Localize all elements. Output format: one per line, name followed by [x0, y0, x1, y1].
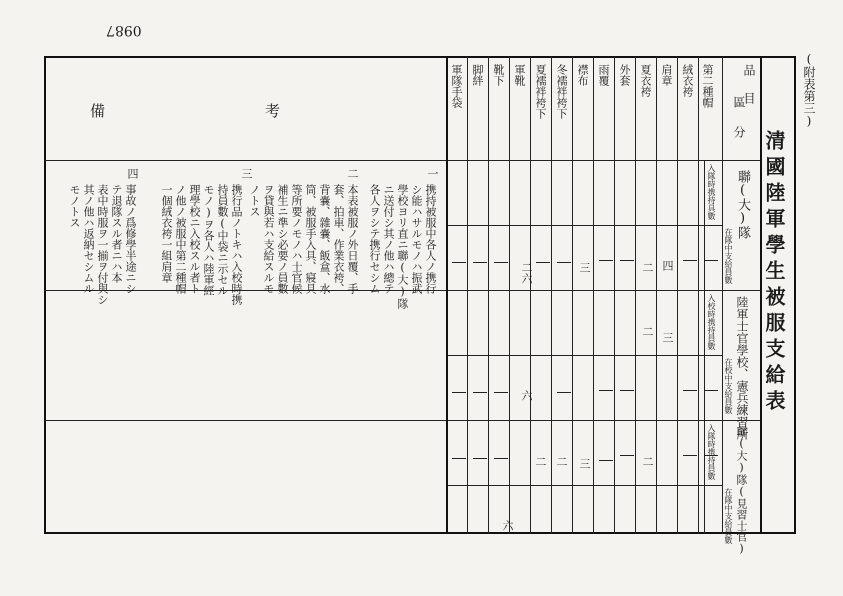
note-number: 四: [126, 168, 139, 179]
item-hat: 第二種帽: [701, 64, 714, 108]
sub-c: 入校時携持員數: [707, 294, 716, 350]
note-line: 理學校ニ入校スル者ト: [188, 184, 201, 294]
note-number: 二: [346, 168, 359, 179]
item-summer-undergarment: 夏襦袢袴下: [534, 64, 547, 119]
item-epaulette: 肩章: [660, 64, 673, 86]
item-boots: 軍靴: [513, 64, 526, 86]
note-number: 一: [426, 168, 439, 179]
attachment-label: (附表第三): [802, 52, 816, 128]
header-eye-label: 目: [742, 92, 756, 104]
note-line: モノトス: [68, 184, 81, 228]
note-line: 携行品ノトキハ入校時携: [230, 184, 243, 305]
cell-value: 三: [578, 262, 591, 273]
unit2-label: 陸軍士官學校、憲兵練習所: [735, 296, 749, 440]
note-line: 其ノ他ハ返納セシムル: [82, 184, 95, 294]
note-line: 表中時服ヲ一揃ヲ付與シ: [96, 184, 109, 305]
unit3-label: 聯(大)隊(見習士官): [735, 426, 748, 555]
note-line: 携持被服中各人ノ携行: [424, 184, 437, 294]
item-overcoat: 外套: [618, 64, 631, 86]
cell-value: 六: [501, 520, 514, 531]
header-part-label: 分: [732, 126, 746, 138]
note-line: 背嚢、雜嚢、飯盒、水: [318, 184, 331, 294]
cell-value: 二: [534, 456, 547, 467]
note-line: 等所要ノモノハ士官候: [290, 184, 303, 294]
sub-e: 入隊時携持員數: [707, 424, 716, 480]
sub-f: 在隊中支給員數: [724, 488, 733, 544]
item-socks: 靴下: [492, 64, 505, 86]
header-item-label: 品: [742, 64, 756, 76]
cell-value: 六: [520, 390, 533, 401]
note-line: テ退隊スル者ニハ本: [110, 184, 123, 283]
note-line: 套、拍車、作業衣袴、: [332, 184, 345, 294]
table-frame: [44, 56, 796, 534]
note-number: 三: [240, 168, 253, 179]
cell-value: 二: [641, 326, 654, 337]
item-winter-undergarment: 冬襦袢袴下: [555, 64, 568, 119]
remarks-title: 備考: [90, 102, 441, 120]
page-title: 清國陸軍學生被服支給表: [762, 130, 786, 416]
note-line: 一個絨衣袴一組肩章: [160, 184, 173, 283]
sub-b: 在隊中支給員數: [724, 228, 733, 284]
note-line: 學校ヨリ直ニ聯(大)隊: [396, 184, 409, 309]
cell-value: 三: [578, 458, 591, 469]
note-line: ノ他ノ被服中第二種帽: [174, 184, 187, 294]
note-line: 補生ニ準シ必要ノ員數: [276, 184, 289, 294]
cell-value: 三: [661, 332, 674, 343]
note-line: 本表被服ノ外日覆、手: [346, 184, 359, 294]
sub-d: 在校中支給員數: [724, 358, 733, 414]
note-line: 各人ヲシテ携行セシム: [368, 184, 381, 294]
header-area-label: 區: [732, 96, 746, 108]
note-line: 事故ノ爲修學半途ニシ: [124, 184, 137, 294]
cell-value: 四: [661, 260, 674, 271]
note-line: ヲ貸與若ハ支給スルモ: [262, 184, 275, 294]
cell-value: 二六: [520, 262, 533, 284]
unit1-label: 聯(大)隊: [735, 170, 750, 239]
item-summer-uniform: 夏衣袴: [639, 64, 652, 97]
sub-a: 入隊時携持具數: [707, 164, 716, 220]
note-line: ニ送付シ其ノ他ハ總テ: [382, 184, 395, 294]
note-line: 持員數(中袋ニ示セル: [216, 184, 229, 296]
item-wool-uniform: 絨衣袴: [681, 64, 694, 97]
item-collar: 襟布: [576, 64, 589, 86]
item-gaiters: 脚絆: [471, 64, 484, 86]
note-line: シ能ハサルモノハ振武: [410, 184, 423, 294]
note-line: ノトス: [248, 184, 261, 217]
cell-value: 二: [555, 456, 568, 467]
cell-value: 二: [641, 262, 654, 273]
cell-value: 二: [641, 456, 654, 467]
page-number: 0987: [106, 22, 142, 38]
note-line: モノ)ヲ各人ハ陸軍經: [202, 184, 215, 296]
item-raincoat: 雨覆: [597, 64, 610, 86]
item-gloves: 軍隊手袋: [450, 64, 463, 108]
note-line: 筒、被服手入具、寢具: [304, 184, 317, 294]
